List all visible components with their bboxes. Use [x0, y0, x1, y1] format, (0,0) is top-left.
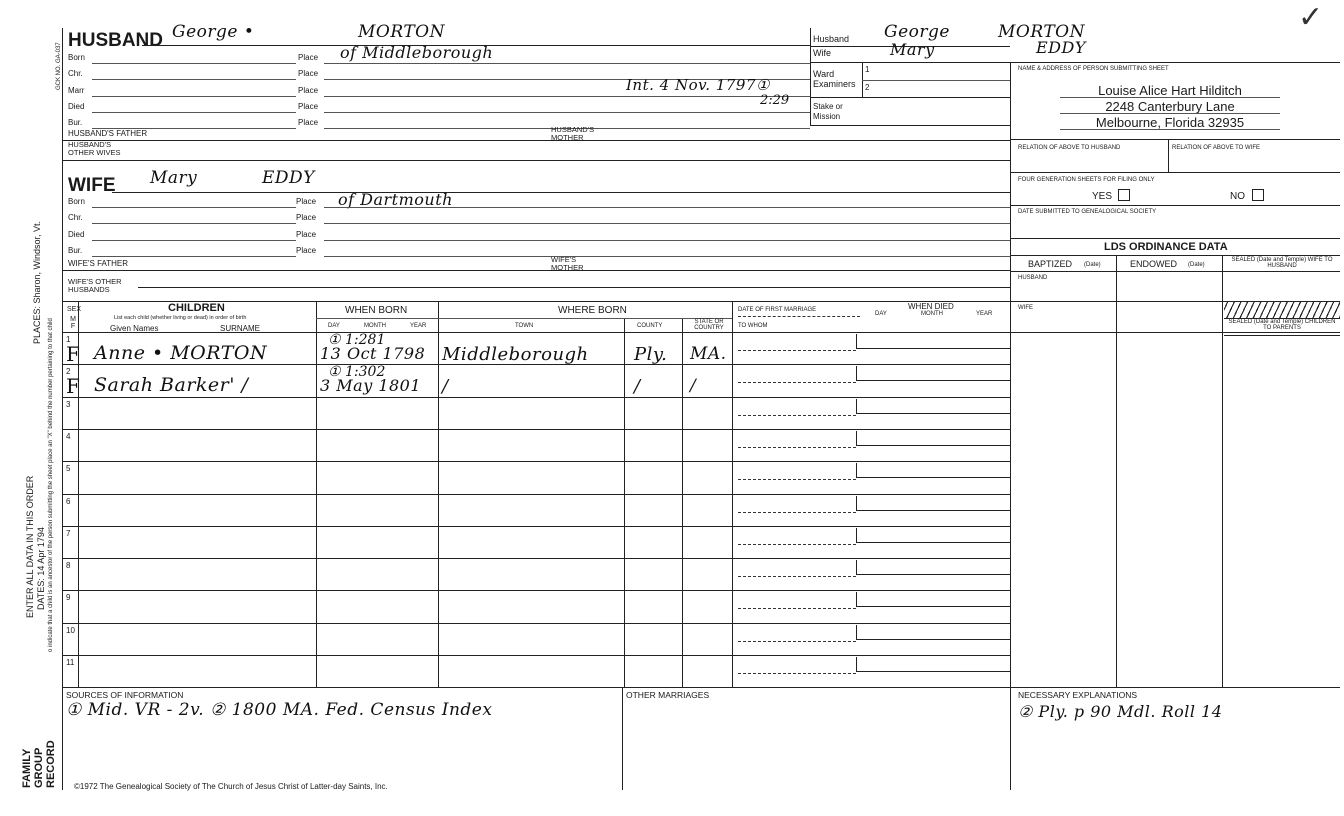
child-marriage-dash	[738, 415, 856, 416]
wife-chr-label: Chr.	[68, 213, 83, 222]
wife-surname: EDDY	[262, 168, 315, 188]
husband-marr-ref: 2:29	[760, 93, 790, 108]
died-month-label: MONTH	[921, 311, 943, 317]
rule	[1060, 113, 1280, 114]
child-row-rule	[62, 558, 732, 559]
no-checkbox[interactable]	[1252, 189, 1264, 201]
child-town: /	[442, 376, 449, 398]
endowed-label: ENDOWED	[1130, 259, 1177, 269]
born-month-label: MONTH	[364, 323, 386, 329]
rule	[682, 318, 683, 687]
child-number: 9	[66, 593, 71, 603]
wife-bur-place-label: Place	[296, 246, 317, 255]
child-row-rule	[62, 655, 732, 656]
rule	[92, 79, 296, 80]
county-label: COUNTY	[637, 323, 663, 329]
child-row-rule	[62, 364, 732, 365]
child-state: MA.	[690, 344, 727, 364]
child-row-rule	[62, 461, 732, 462]
rule	[324, 223, 1010, 224]
rule	[324, 96, 810, 97]
husband-died-place-label: Place	[298, 102, 319, 111]
child-ref: ① 1:281	[328, 332, 386, 348]
rule	[92, 63, 296, 64]
husband-marr-label: Marr	[68, 86, 85, 95]
wifes-other-husbands-label: WIFE'S OTHER HUSBANDS	[68, 277, 122, 294]
rule	[1010, 271, 1340, 272]
relation-husband-label: RELATION OF ABOVE TO HUSBAND	[1018, 145, 1121, 151]
rule	[62, 140, 1010, 141]
child-marriage-dash	[738, 350, 856, 351]
husband-place-note: of Middleborough	[340, 43, 494, 62]
side-instruction: ENTER ALL DATA IN THIS ORDER	[25, 475, 35, 618]
wife-born-label: Born	[68, 197, 85, 206]
rule	[1168, 139, 1169, 172]
margin-rule	[62, 28, 63, 790]
child-row-rule	[62, 526, 732, 527]
rule	[810, 62, 1340, 63]
husband-died-label: Died	[68, 102, 85, 111]
born-year-label: YEAR	[410, 323, 427, 329]
rule	[62, 687, 1340, 688]
rule	[1222, 255, 1223, 687]
copyright: ©1972 The Genealogical Society of The Church of Jesus Christ of Latter-day Saints, Inc.	[74, 782, 388, 791]
child-sex: F	[66, 342, 81, 366]
died-year-label: YEAR	[976, 311, 993, 317]
examiners-label: Examiners	[813, 79, 856, 89]
child-marriage-dash	[738, 382, 856, 383]
child-number: 4	[66, 431, 71, 441]
rule	[92, 112, 296, 113]
child-right-rule	[732, 461, 1010, 462]
state-label: STATE OR COUNTRY	[694, 319, 724, 332]
tr-husband-given: George	[884, 22, 950, 42]
rule	[810, 28, 811, 126]
date-submitted-label: DATE SUBMITTED TO GENEALOGICAL SOCIETY	[1018, 209, 1157, 215]
child-death-tick	[856, 463, 857, 477]
child-death-tick	[856, 431, 857, 445]
rule	[1116, 255, 1117, 687]
sex-label: SEX	[67, 306, 82, 313]
child-county: /	[634, 376, 641, 398]
submitter-header: NAME & ADDRESS OF PERSON SUBMITTING SHEET	[1018, 66, 1169, 72]
wife-died-place-label: Place	[296, 230, 317, 239]
wife-bur-label: Bur.	[68, 246, 83, 255]
child-number: 8	[66, 561, 71, 571]
rule	[92, 96, 296, 97]
rule	[624, 318, 625, 687]
child-birth-date: 13 Oct 1798	[320, 344, 426, 363]
child-death-rule	[856, 542, 1010, 543]
child-number: 7	[66, 528, 71, 538]
rule	[1010, 255, 1340, 256]
yes-checkbox[interactable]	[1118, 189, 1130, 201]
to-whom-label: TO WHOM	[738, 323, 768, 329]
relation-wife-label: RELATION OF ABOVE TO WIFE	[1172, 145, 1261, 151]
given-names-label: Given Names	[110, 324, 159, 333]
explanations-label: NECESSARY EXPLANATIONS	[1018, 690, 1138, 700]
rule	[324, 63, 810, 64]
child-number: 1	[66, 335, 71, 344]
child-right-rule	[732, 526, 1010, 527]
child-marriage-dash	[738, 479, 856, 480]
child-death-tick	[856, 625, 857, 639]
sources-text: ① Mid. VR - 2v. ② 1800 MA. Fed. Census Index	[66, 700, 493, 720]
rule	[1010, 139, 1340, 140]
child-death-tick	[856, 496, 857, 510]
baptized-date-label: (Date)	[1084, 262, 1101, 268]
husband-label: HUSBAND	[68, 30, 163, 51]
husband-born-label: Born	[68, 53, 85, 62]
side-note: o indicate that a child is an ancestor of the person submitting the sheet place an "X" behind the number pertaining to that child	[48, 318, 54, 652]
rule	[92, 256, 296, 257]
child-number: 5	[66, 464, 71, 474]
endowed-date-label: (Date)	[1188, 262, 1205, 268]
rule	[1224, 318, 1340, 319]
child-death-rule	[856, 445, 1010, 446]
husband-surname: MORTON	[358, 22, 445, 42]
surname-label: SURNAME	[220, 324, 261, 333]
submitter-city: Melbourne, Florida 32935	[1095, 115, 1245, 130]
rule	[810, 97, 1010, 98]
tr-husband-surname: MORTON	[998, 22, 1085, 42]
rule	[92, 207, 296, 208]
sealed-children-label: SEALED (Date and Temple) CHILDREN TO PARENTS	[1228, 319, 1336, 332]
husband-marr-note: Int. 4 Nov. 1797①	[626, 76, 770, 94]
husband-bur-place-label: Place	[298, 118, 319, 127]
hatched-block	[1224, 302, 1340, 318]
children-label: CHILDREN	[168, 302, 225, 314]
wife-born-place-label: Place	[296, 197, 317, 206]
child-town: Middleborough	[442, 344, 589, 365]
explanations-text: ② Ply. p 90 Mdl. Roll 14	[1018, 702, 1223, 721]
corner-check-mark: ✓	[1298, 0, 1324, 35]
child-marriage-dash	[738, 608, 856, 609]
child-death-rule	[856, 606, 1010, 607]
husbands-father-label: HUSBAND'S FATHER	[68, 129, 148, 138]
rule	[324, 207, 1010, 208]
wife-given-name: Mary	[150, 168, 198, 188]
children-sub-label: List each child (whether living or dead) in order of birth	[114, 315, 247, 321]
child-death-rule	[856, 477, 1010, 478]
wifes-mother-label: WIFE'S MOTHER	[551, 255, 584, 272]
child-marriage-dash	[738, 576, 856, 577]
husbands-mother-label: HUSBAND'S MOTHER	[551, 125, 595, 142]
child-right-rule	[732, 364, 1010, 365]
child-death-rule	[856, 574, 1010, 575]
rule	[62, 160, 1010, 161]
child-death-tick	[856, 366, 857, 380]
born-day-label: DAY	[328, 323, 340, 329]
child-county: Ply.	[634, 344, 668, 365]
rule	[62, 332, 1340, 333]
child-number: 10	[66, 625, 75, 635]
tr-wife-surname: EDDY	[1036, 38, 1086, 57]
child-number: 2	[66, 367, 71, 377]
ward-label: Ward	[813, 69, 835, 79]
rule	[1010, 238, 1340, 239]
first-marriage-label: DATE OF FIRST MARRIAGE	[738, 307, 817, 313]
baptized-label: BAPTIZED	[1028, 259, 1073, 269]
form-number: GCK NO. GA-037	[56, 42, 62, 90]
child-death-rule	[856, 510, 1010, 511]
mf-label: M F	[70, 316, 76, 331]
side-places: PLACES: Sharon, Windsor, Vt.	[32, 220, 42, 344]
husband-born-place-label: Place	[298, 53, 319, 62]
lds-title: LDS ORDINANCE DATA	[1104, 241, 1228, 253]
child-row-rule	[62, 623, 732, 624]
examiner-2-label: 2	[865, 83, 870, 92]
child-birth-date: 3 May 1801	[320, 376, 422, 396]
child-marriage-dash	[738, 641, 856, 642]
child-ref: ① 1:302	[328, 364, 386, 381]
rule	[862, 80, 1010, 81]
side-dates: DATES: 14 Apr 1794	[36, 527, 46, 610]
child-right-rule	[732, 590, 1010, 591]
rule	[138, 287, 1010, 288]
husband-chr-label: Chr.	[68, 69, 83, 78]
child-marriage-dash	[738, 447, 856, 448]
child-death-tick	[856, 334, 857, 348]
rule	[622, 687, 623, 790]
child-death-tick	[856, 657, 857, 671]
husband-given-name: George •	[172, 22, 255, 42]
rule	[1010, 205, 1340, 206]
child-sex: F	[66, 374, 81, 399]
child-row-rule	[62, 397, 732, 398]
child-right-rule	[732, 558, 1010, 559]
when-died-label: WHEN DIED	[908, 302, 954, 311]
lds-wife-label: WIFE	[1018, 305, 1033, 311]
child-death-tick	[856, 399, 857, 413]
other-marriages-label: OTHER MARRIAGES	[626, 690, 710, 700]
child-death-tick	[856, 528, 857, 542]
lds-husband-label: HUSBAND	[1018, 275, 1048, 281]
child-number: 3	[66, 399, 71, 409]
rule	[1060, 97, 1280, 98]
wife-died-label: Died	[68, 230, 85, 239]
child-death-rule	[856, 639, 1010, 640]
rule	[1060, 129, 1280, 130]
child-number: 6	[66, 496, 71, 506]
when-born-label: WHEN BORN	[345, 305, 408, 316]
child-name: Anne • MORTON	[94, 342, 268, 364]
husbands-other-wives-label: HUSBAND'S OTHER WIVES	[68, 140, 121, 157]
rule	[316, 318, 438, 319]
child-death-tick	[856, 592, 857, 606]
child-marriage-dash	[738, 544, 856, 545]
title-group: GROUP	[33, 747, 45, 788]
child-right-rule	[732, 623, 1010, 624]
sealed-wife-label: SEALED (Date and Temple) WIFE TO HUSBAND	[1231, 257, 1333, 270]
four-gen-label: FOUR GENERATION SHEETS FOR FILING ONLY	[1018, 177, 1155, 183]
child-right-rule	[732, 494, 1010, 495]
title-record: RECORD	[45, 740, 57, 788]
examiner-1-label: 1	[865, 65, 870, 74]
child-row-rule	[62, 429, 732, 430]
yes-label: YES	[1092, 191, 1113, 202]
no-label: NO	[1230, 191, 1245, 202]
husband-chr-place-label: Place	[298, 69, 319, 78]
sources-label: SOURCES OF INFORMATION	[66, 690, 184, 700]
child-row-rule	[62, 494, 732, 495]
tr-wife-given: Mary	[890, 40, 935, 59]
child-state: /	[690, 376, 697, 397]
died-day-label: DAY	[875, 311, 887, 317]
child-row-rule	[62, 590, 732, 591]
child-name: Sarah Barker' /	[94, 374, 249, 397]
husband-bur-label: Bur.	[68, 118, 83, 127]
town-label: TOWN	[515, 323, 534, 329]
child-right-rule	[732, 655, 1010, 656]
title-family: FAMILY	[21, 748, 33, 788]
child-death-rule	[856, 380, 1010, 381]
child-number: 11	[66, 658, 75, 667]
child-death-rule	[856, 413, 1010, 414]
rule	[324, 240, 1010, 241]
submitter-street: 2248 Canterbury Lane	[1105, 99, 1235, 114]
child-marriage-dash	[738, 512, 856, 513]
child-right-rule	[732, 397, 1010, 398]
wife-label: WIFE	[68, 175, 116, 196]
child-death-rule	[856, 671, 1010, 672]
submitter-name: Louise Alice Hart Hilditch	[1098, 83, 1242, 98]
child-death-rule	[856, 348, 1010, 349]
wifes-father-label: WIFE'S FATHER	[68, 259, 129, 268]
rule	[810, 125, 1010, 126]
wife-chr-place-label: Place	[296, 213, 317, 222]
rule	[62, 270, 1010, 271]
wife-place-note: of Dartmouth	[338, 190, 453, 209]
rule	[324, 112, 810, 113]
rule	[1224, 335, 1340, 336]
rule	[92, 240, 296, 241]
tr-wife-label: Wife	[813, 48, 831, 58]
child-marriage-dash	[738, 673, 856, 674]
stake-mission-label: Stake or Mission	[813, 102, 843, 121]
rule	[112, 192, 1010, 193]
where-born-label: WHERE BORN	[558, 305, 627, 316]
child-death-tick	[856, 560, 857, 574]
rule	[324, 256, 1010, 257]
tr-husband-label: Husband	[813, 34, 850, 44]
rule	[738, 316, 860, 317]
husband-marr-place-label: Place	[298, 86, 319, 95]
child-right-rule	[732, 429, 1010, 430]
rule	[1010, 172, 1340, 173]
rule	[92, 223, 296, 224]
